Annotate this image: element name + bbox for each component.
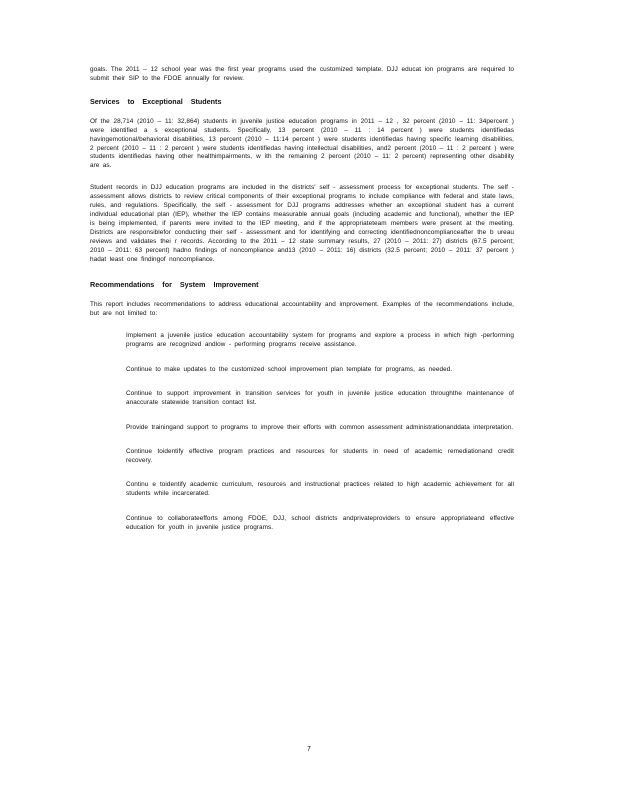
list-item bbox=[90, 424, 514, 433]
list-item bbox=[90, 448, 514, 466]
list-item bbox=[90, 366, 514, 375]
list-item bbox=[90, 332, 514, 350]
list-item-text: Implement a juvenile justice education accountability system for programs and explore a process in which high -performing programs are recognized andlow - performing programs receive assistance. bbox=[126, 332, 514, 349]
intro-paragraph: goals. The 2011 – 12 school year was the first year programs used the customized template. DJJ educat ion programs are required to submit their SIP to the FDOE annually for review. bbox=[90, 66, 514, 82]
document-body bbox=[90, 66, 514, 548]
list-item-text: Continue toidentify effective program practices and resources for students in need of academic remediationand credit recovery. bbox=[126, 448, 514, 464]
list-item-text: Continu e toidentify academic curriculum, resources and instructional practices related to high academic achievement for all students while incarcerated. bbox=[126, 481, 514, 498]
exceptional-students-paragraph-1: Of the 28,714 (2010 – 11: 32,864) students in juvenile justice education programs in 2011 – 12 , 32 percent (2010 – 11: 34percent ) were identified a s exceptional students. Specifically, 13 percent (2010 – 11 : 14 percent ) were students identifiedas havingemotional/behavioral disabilities, 13 percent (2010 – 11:14 percent ) were students identifiedas having specific learning disabilities, 2 percent (2010 – 11 : 2 percent ) were students identifiedas having intellectual disabilities, and2 percent (2010 – 11 : 2 percent ) were students identifiedas having other healthimpairments, w ith the remaining 2 percent (2010 – 11: 2 percent) representing other disability are as. bbox=[90, 117, 514, 170]
list-item-text: Continue to collaborateefforts among FDOE, DJJ, school districts andprivateproviders to ensure appropriateand effective education for youth in juvenile justice programs. bbox=[126, 514, 514, 531]
exceptional-students-paragraph-2: Student records in DJJ education programs are included in the districts' self - assessment process for exceptional students. The self - assessment allows districts to review critical components of their exceptional programs to include compliance with federal and state laws, rules, and regulations. Specifically, the self - assessment for DJJ programs addresses whether an exceptional student has a current individual educational plan (IEP), whether the IEP contains measurable annual goals (including academic and functional), whether the IEP is being implemented, if parents were invited to the IEP meeting, and if the appropriateteam members were present at the meeting. Districts are responsiblefor conducting their self - assessment and for identifying and correcting identifiednoncomplianceafter the b ureau reviews and validates thei r records. According to the 2011 – 12 state summary results, 27 (2010 – 2011: 27) districts (67.5 percent; 2010 – 2011: 63 percent) hadno findings of noncompliance and13 (2010 – 2011: 16) districts (32.5 percent; 2010 – 2011: 37 percent ) hadat least one findingof noncompliance. bbox=[90, 184, 514, 263]
recommendations-intro: This report includes recommendations to address educational accountability and improvement. Examples of the recommendations include, but are not limited to: bbox=[90, 301, 514, 318]
list-item-text: Continue to support improvement in transition services for youth in juvenile justice education throughthe maintenance of anaccurate statewide transition contact list. bbox=[126, 390, 514, 407]
list-item bbox=[90, 515, 514, 533]
recommendations-list bbox=[90, 332, 514, 532]
list-item bbox=[90, 481, 514, 499]
section-heading-recommendations: Recommendations for System Improvement bbox=[90, 280, 259, 290]
section-heading-exceptional-students: Services to Exceptional Students bbox=[90, 96, 222, 106]
list-item-text: Continue to make updates to the customized school improvement plan template for programs, as needed. bbox=[126, 365, 453, 373]
list-item-text: Provide trainingand support to programs to improve their efforts with common assessment administrationanddata interpretation. bbox=[126, 423, 514, 431]
page-number: 7 bbox=[307, 746, 311, 753]
list-item bbox=[90, 390, 514, 408]
